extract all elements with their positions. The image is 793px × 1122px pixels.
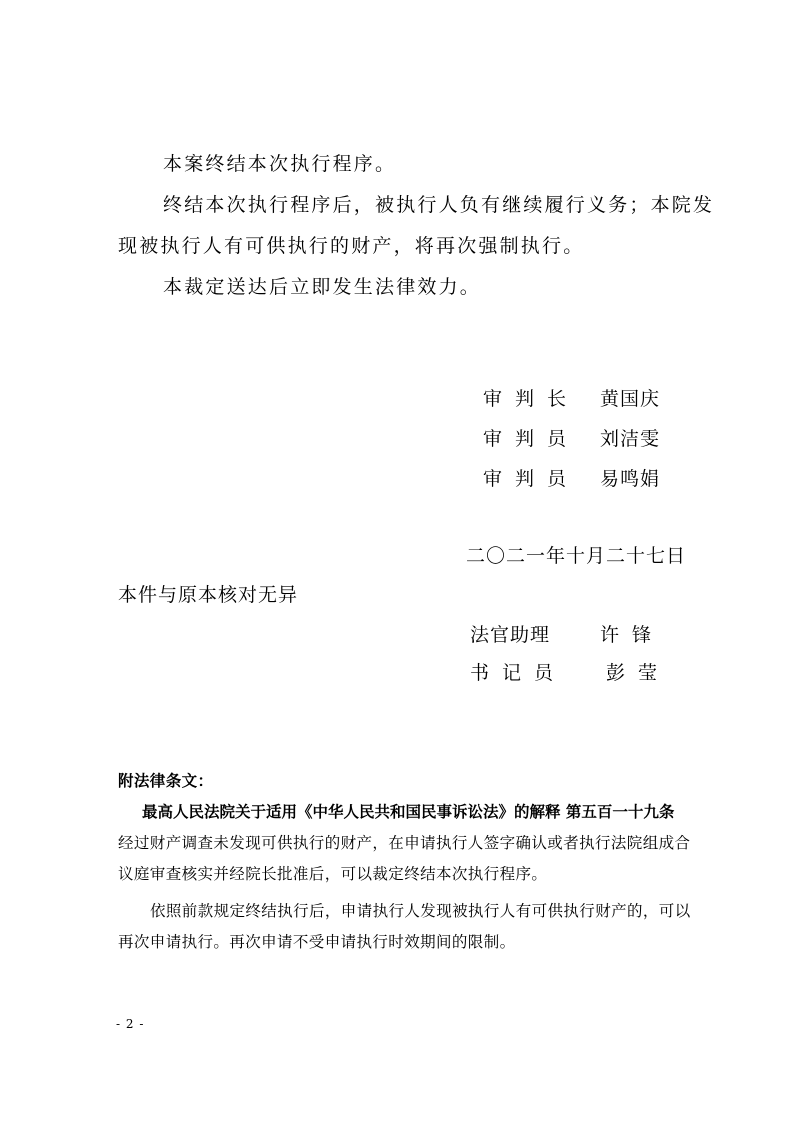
signature-court-clerk xyxy=(470,658,670,684)
appendix-article-title: 最高人民法院关于适用《中华人民共和国民事诉讼法》的解释 第五百一十九条 xyxy=(142,803,675,821)
signature-name: 黄国庆 xyxy=(600,388,661,410)
ruling-paragraph-obligation-line1: 终结本次执行程序后，被执行人负有继续履行义务；本院发 xyxy=(163,194,715,216)
signature-role: 书记员 xyxy=(470,662,567,684)
signature-presiding-judge xyxy=(483,384,683,410)
appendix-text-line: 经过财产调查未发现可供执行的财产，在申请执行人签字确认或者执行法院组成合 xyxy=(118,834,691,852)
ruling-paragraph-effect: 本裁定送达后立即发生法律效力。 xyxy=(163,276,482,298)
appendix-text-line: 再次申请执行。再次申请不受申请执行时效期间的限制。 xyxy=(118,933,516,951)
appendix-heading: 附法律条文： xyxy=(118,772,214,790)
signature-judge-assistant xyxy=(470,620,670,646)
signature-judge-1 xyxy=(483,424,683,450)
verification-note: 本件与原本核对无异 xyxy=(118,584,299,606)
signature-role: 法官助理 xyxy=(470,624,551,646)
ruling-date: 二〇二一年十月二十七日 xyxy=(466,545,687,567)
signature-judge-2 xyxy=(483,464,683,490)
page-number: - 2 - xyxy=(116,1017,145,1031)
signature-name: 许锋 xyxy=(600,624,665,646)
signature-role: 审判员 xyxy=(483,428,580,450)
appendix-text-line: 依照前款规定终结执行后，申请执行人发现被执行人有可供执行财产的，可以 xyxy=(150,902,691,920)
ruling-paragraph-termination: 本案终结本次执行程序。 xyxy=(163,153,397,175)
appendix-text-line: 议庭审查核实并经院长批准后，可以裁定终结本次执行程序。 xyxy=(118,865,548,883)
signature-role: 审判员 xyxy=(483,468,580,490)
ruling-paragraph-obligation-line2: 现被执行人有可供执行的财产，将再次强制执行。 xyxy=(118,235,585,257)
signature-name: 彭莹 xyxy=(606,662,671,684)
signature-name: 刘洁雯 xyxy=(600,428,661,450)
signature-role: 审判长 xyxy=(483,388,580,410)
signature-name: 易鸣娟 xyxy=(600,468,661,490)
